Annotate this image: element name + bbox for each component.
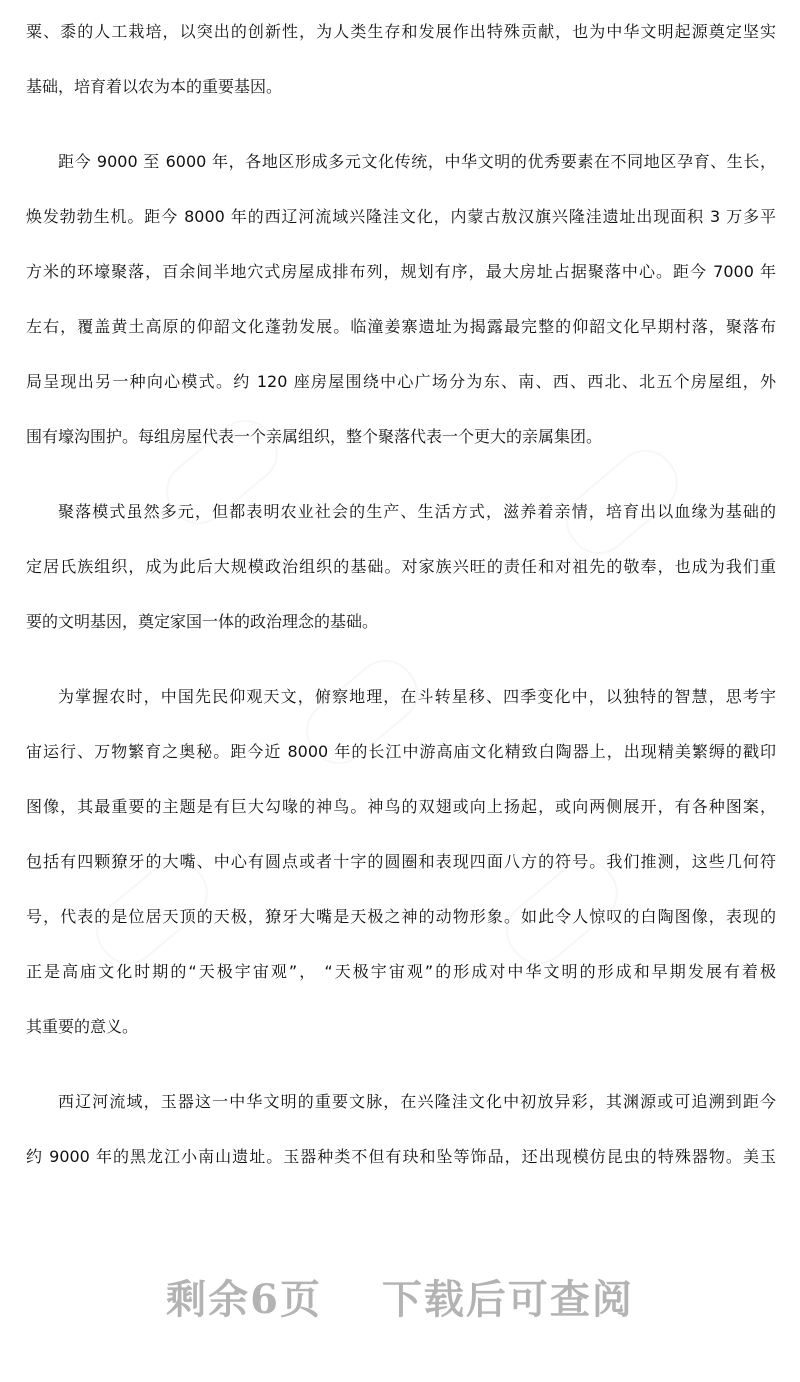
text-line: 围有壕沟围护。每组房屋代表一个亲属组织，整个聚落代表一个更大的亲属集团。 — [26, 427, 603, 446]
text-line: 要的文明基因，奠定家国一体的政治理念的基础。 — [26, 612, 379, 631]
text-line: 宙运行、万物繁育之奥秘。距今近 8000 年的长江中游高庙文化精致白陶器上，出现精美繁缛的戳印 — [26, 742, 776, 761]
text-line: 左右，覆盖黄土高原的仰韶文化蓬勃发展。临潼姜寨遗址为揭露最完整的仰韶文化早期村落，聚落布 — [26, 317, 776, 336]
text-line: 西辽河流域，玉器这一中华文明的重要文脉，在兴隆洼文化中初放异彩，其渊源或可追溯到距今 — [58, 1092, 776, 1111]
text-line: 为掌握农时，中国先民仰观天文，俯察地理，在斗转星移、四季变化中，以独特的智慧，思考宇 — [58, 687, 776, 706]
text-line: 正是高庙文化时期的“天极宇宙观”， “天极宇宙观”的形成对中华文明的形成和早期发展有着极 — [26, 962, 776, 981]
text-line: 局呈现出另一种向心模式。约 120 座房屋围绕中心广场分为东、南、西、西北、北五个房屋组，外 — [26, 372, 776, 391]
text-line: 定居氏族组织，成为此后大规模政治组织的基础。对家族兴旺的责任和对祖先的敬奉，也成为我们重 — [26, 557, 776, 576]
text-line: 号，代表的是位居天顶的天极，獠牙大嘴是天极之神的动物形象。如此令人惊叹的白陶图像，表现的 — [26, 907, 776, 926]
download-prompt-banner[interactable] — [0, 1270, 800, 1330]
remaining-pages-text: 剩余6页 — [166, 1276, 322, 1323]
text-line: 基础，培育着以农为本的重要基因。 — [26, 77, 283, 96]
text-line: 其重要的意义。 — [26, 1017, 139, 1036]
text-line: 距今 9000 至 6000 年，各地区形成多元文化传统，中华文明的优秀要素在不同地区孕育、生长， — [58, 152, 776, 171]
text-line: 焕发勃勃生机。距今 8000 年的西辽河流域兴隆洼文化，内蒙古敖汉旗兴隆洼遗址出现面积 3 万多平 — [26, 207, 776, 226]
text-line: 粟、黍的人工栽培，以突出的创新性，为人类生存和发展作出特殊贡献，也为中华文明起源奠定坚实 — [26, 22, 776, 41]
text-line: 包括有四颗獠牙的大嘴、中心有圆点或者十字的圆圈和表现四面八方的符号。我们推测，这些几何符 — [26, 852, 776, 871]
text-line: 图像，其最重要的主题是有巨大勾喙的神鸟。神鸟的双翅或向上扬起，或向两侧展开，有各种图案， — [26, 797, 776, 816]
text-line: 方米的环壕聚落，百余间半地穴式房屋成排布列，规划有序，最大房址占据聚落中心。距今 7000 年 — [26, 262, 776, 281]
download-hint-text: 下载后可查阅 — [381, 1276, 634, 1323]
text-line: 聚落模式虽然多元，但都表明农业社会的生产、生活方式，滋养着亲情，培育出以血缘为基础的 — [58, 502, 776, 521]
text-line: 约 9000 年的黑龙江小南山遗址。玉器种类不但有玦和坠等饰品，还出现模仿昆虫的特殊器物。美玉 — [26, 1147, 776, 1166]
